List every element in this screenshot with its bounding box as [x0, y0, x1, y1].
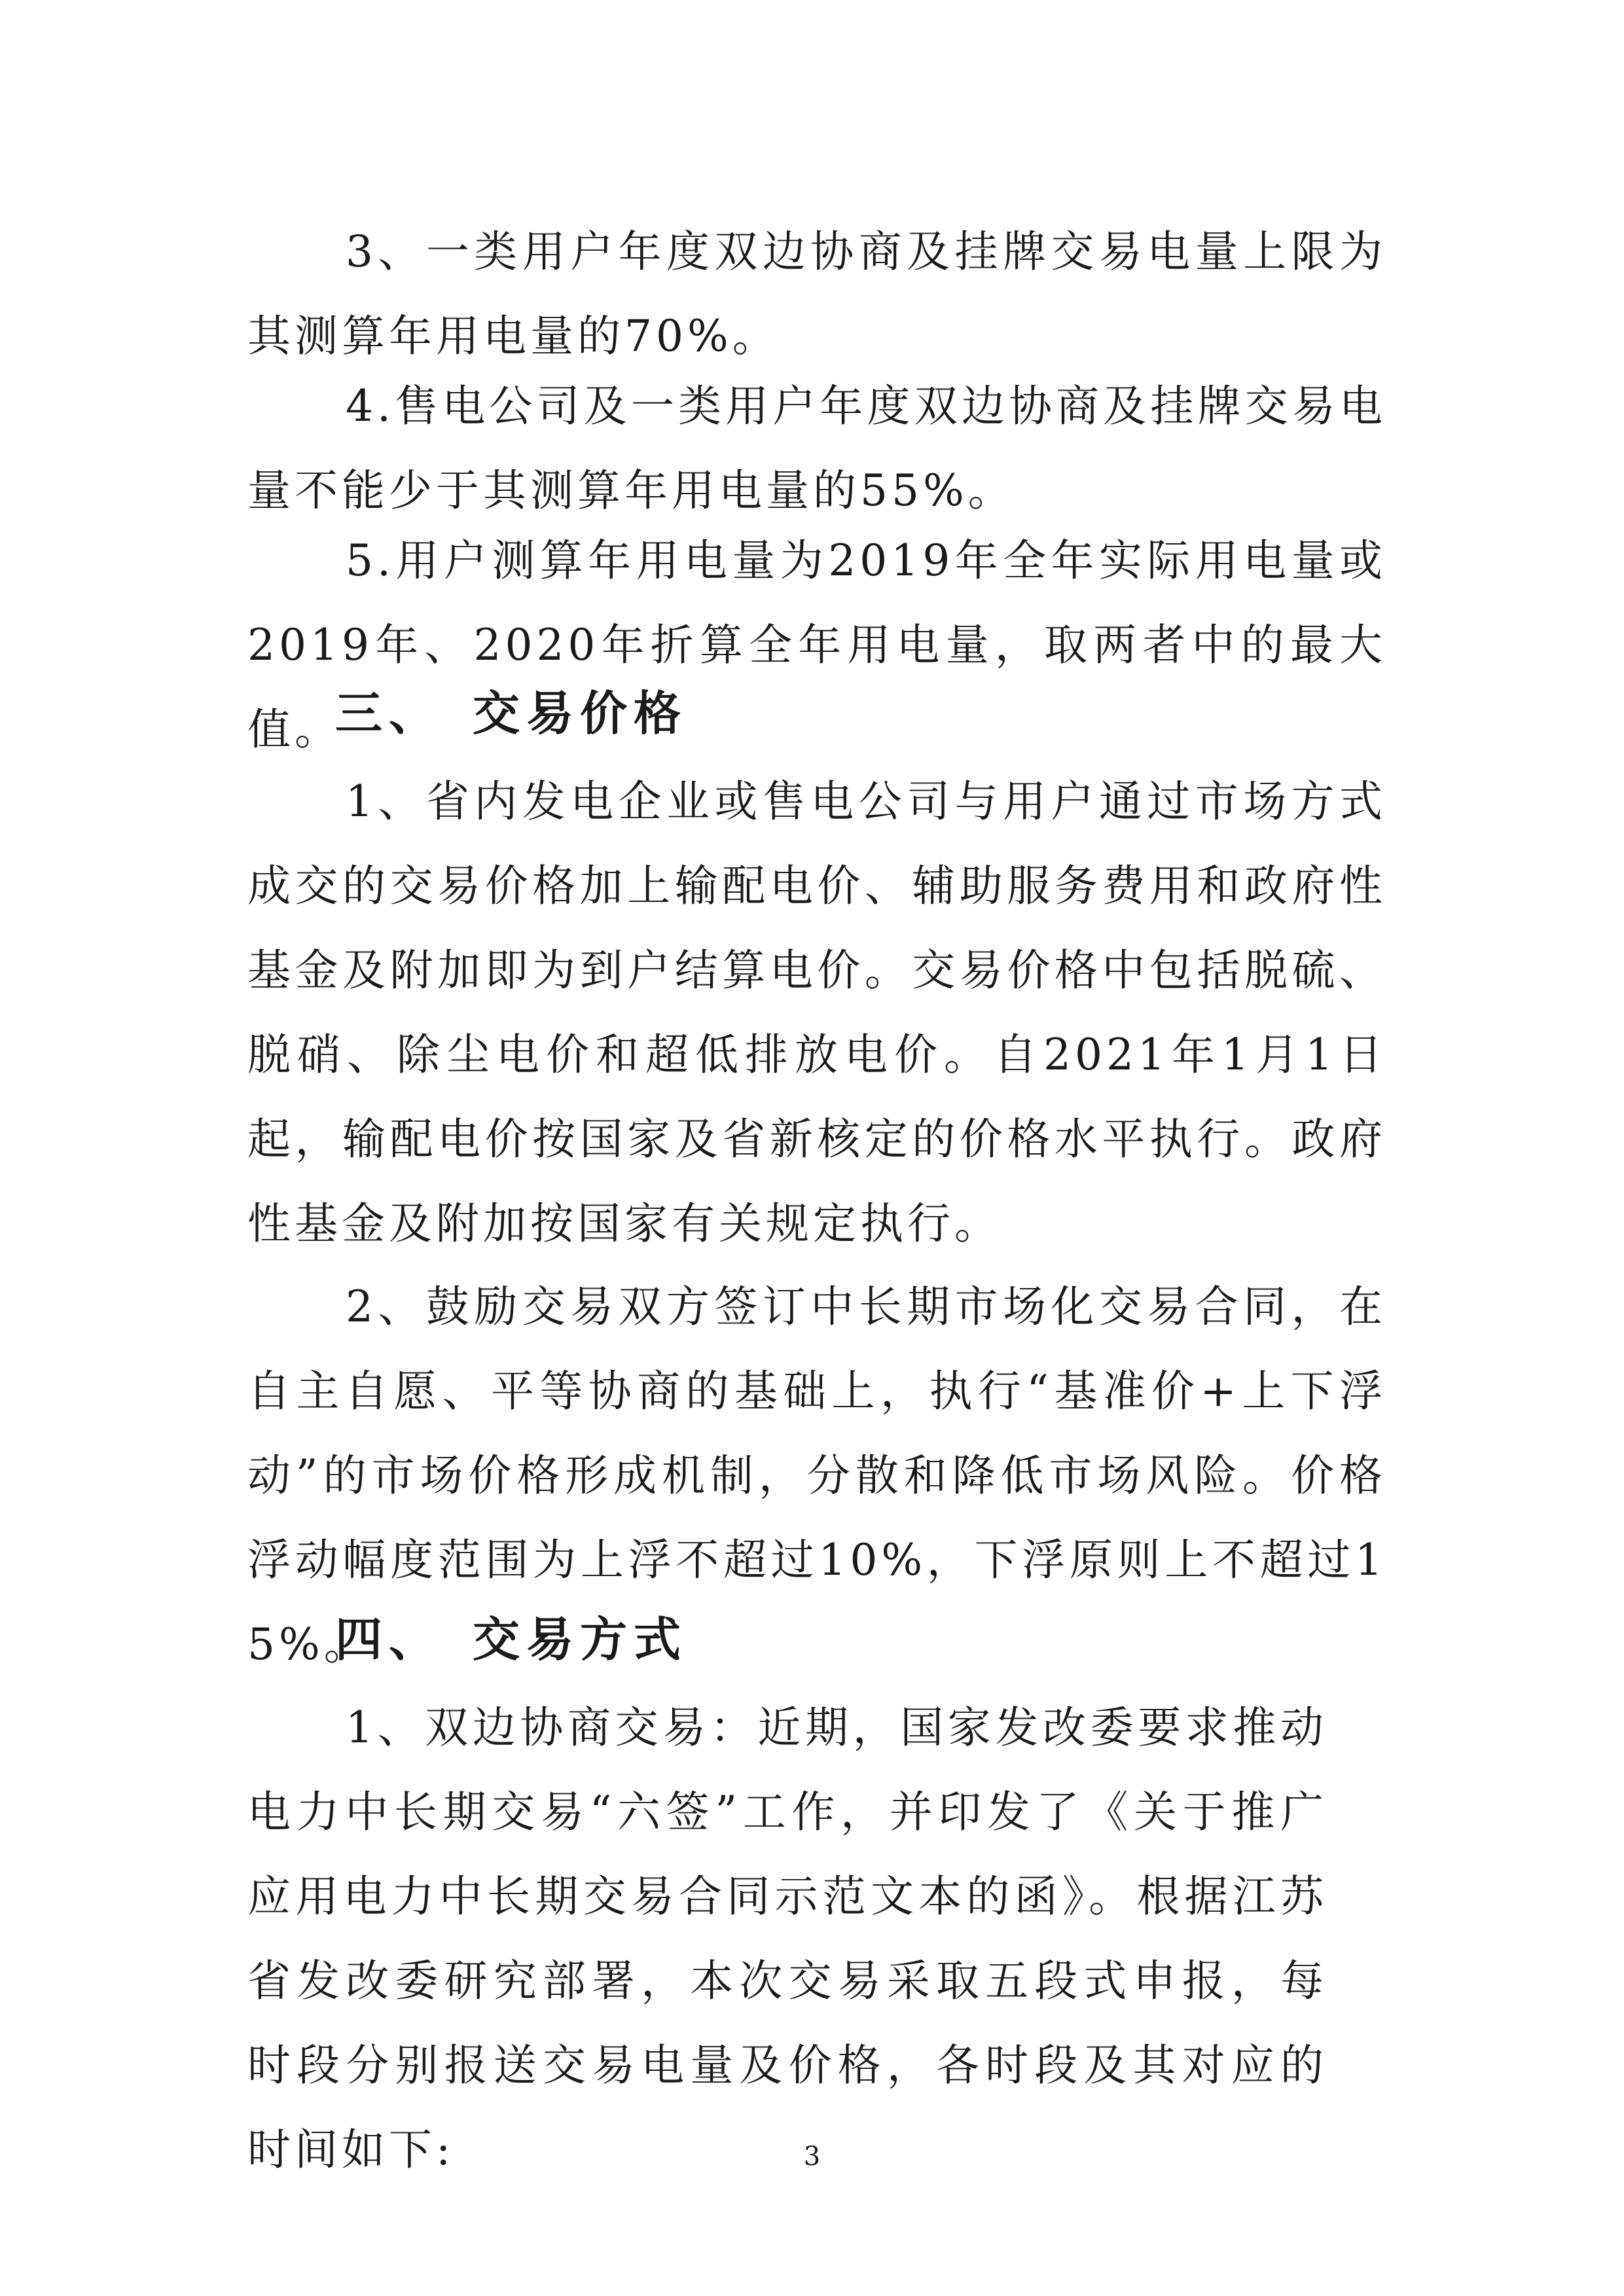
- section-heading-trading-price: [335, 681, 687, 746]
- paragraph-minimum-volume: 4.售电公司及一类用户年度双边协商及挂牌交易电量不能少于其测算年用电量的55%。: [247, 381, 1386, 516]
- section-heading-trading-method: [335, 1607, 687, 1672]
- section-number: 三、: [335, 686, 443, 741]
- paragraph-user-cap: 3、一类用户年度双边协商及挂牌交易电量上限为其测算年用电量的70%。: [247, 226, 1386, 361]
- section-title: 交易价格: [473, 686, 688, 741]
- section-number: 四、: [335, 1612, 443, 1667]
- page-number: 3: [803, 2142, 821, 2172]
- paragraph-measurement-basis: 5.用户测算年用电量为2019年全年实际用电量或2019年、2020年折算全年用电量，取两者中的最大值。: [247, 535, 1386, 755]
- paragraph-price-mechanism: 2、鼓励交易双方签订中长期市场化交易合同，在自主自愿、平等协商的基础上，执行“基准价+上下浮动”的市场价格形成机制，分散和降低市场风险。价格浮动幅度范围为上浮不超过10%，下浮原则上不超过15%。: [247, 1282, 1386, 1670]
- paragraph-bilateral-negotiation: 1、双边协商交易：近期，国家发改委要求推动电力中长期交易“六签”工作，并印发了《关于推广应用电力中长期交易合同示范文本的函》。根据江苏省发改委研究部署，本次交易采取五段式申报，每时段分别报送交易电量及价格，各时段及其对应的时间如下:: [247, 1702, 1327, 2175]
- section-title: 交易方式: [473, 1612, 688, 1667]
- paragraph-settlement-price: 1、省内发电企业或售电公司与用户通过市场方式成交的交易价格加上输配电价、辅助服务费用和政府性基金及附加即为到户结算电价。交易价格中包括脱硫、脱硝、除尘电价和超低排放电价。自2021年1月1日起，输配电价按国家及省新核定的价格水平执行。政府性基金及附加按国家有关规定执行。: [247, 776, 1386, 1249]
